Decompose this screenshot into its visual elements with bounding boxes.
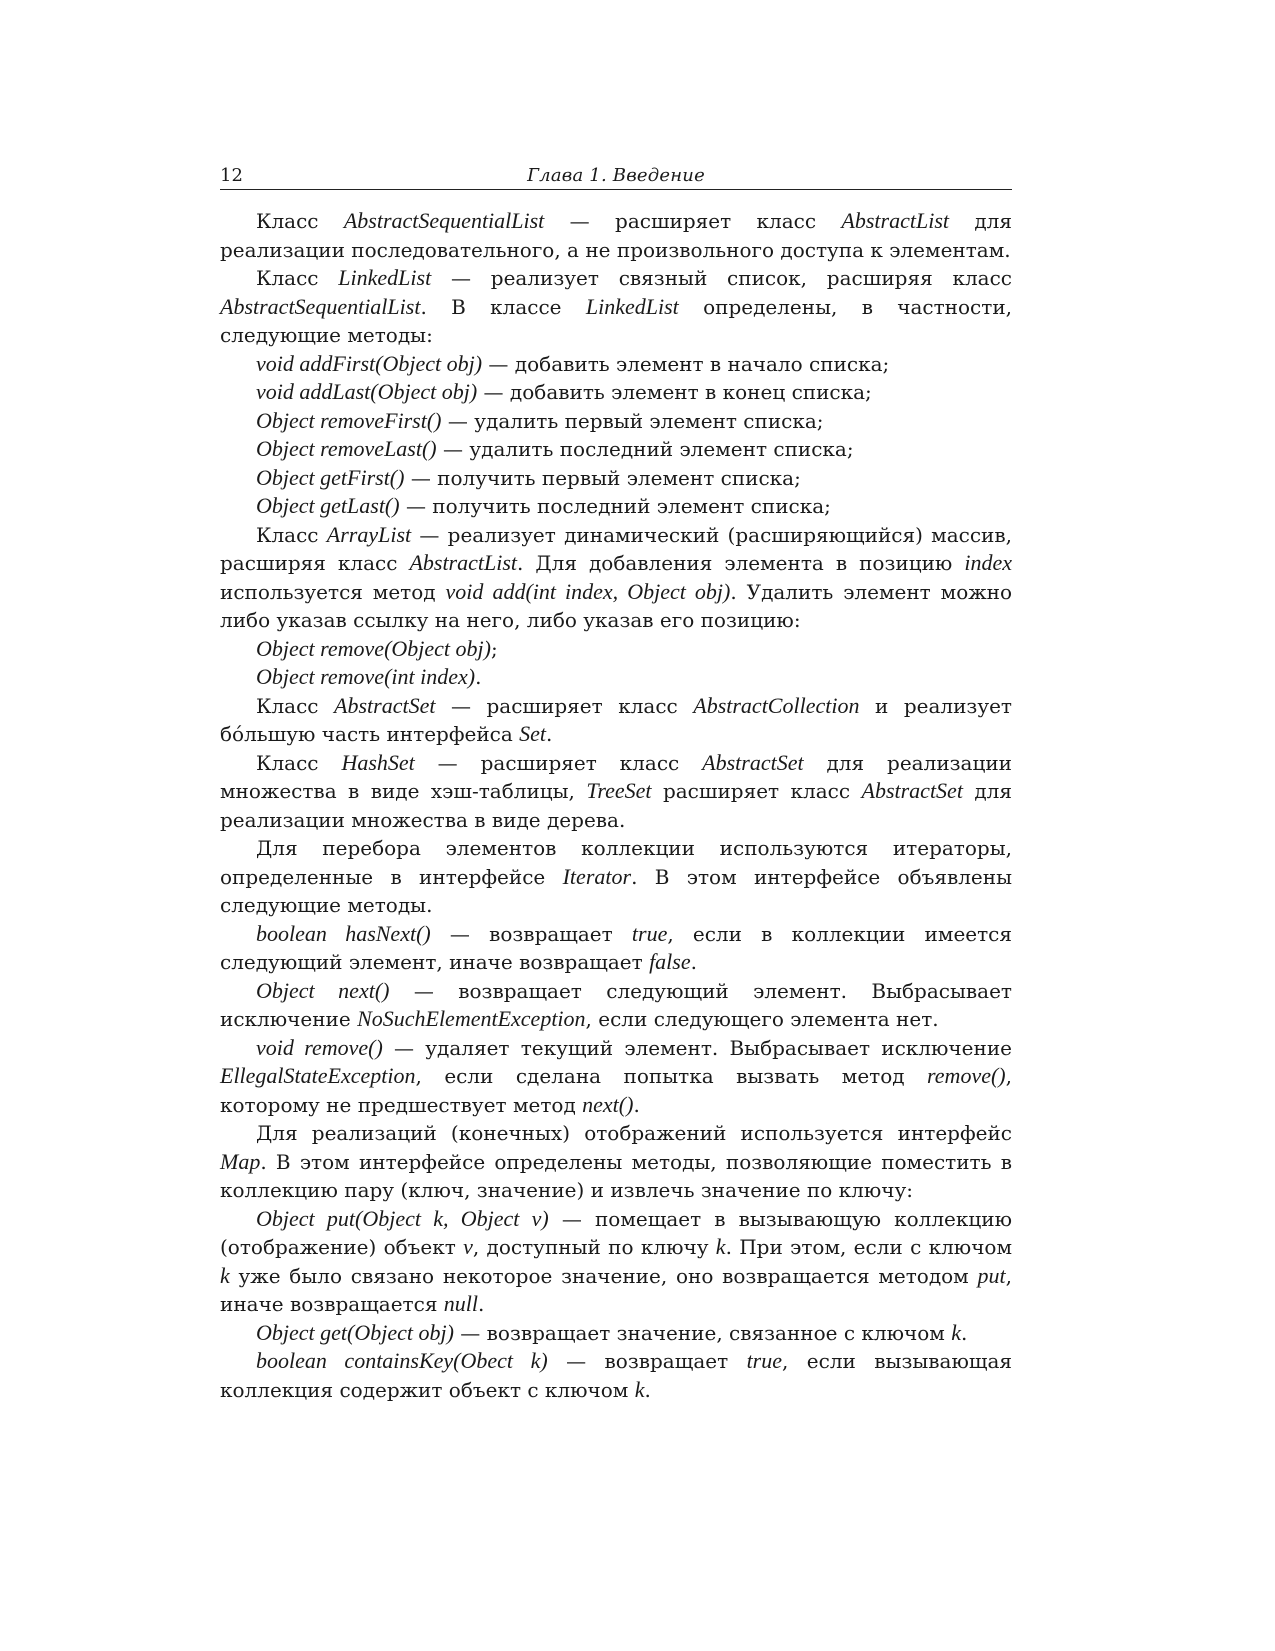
italic-term: boolean hasNext()	[256, 920, 431, 946]
italic-term: void remove()	[256, 1034, 383, 1060]
text-run: .	[546, 722, 553, 746]
italic-term: void addLast(Object obj)	[256, 379, 478, 404]
paragraph	[220, 407, 1012, 436]
paragraph	[220, 749, 1012, 835]
text-run: — удалить первый элемент списка;	[441, 408, 824, 433]
italic-term: Object removeFirst()	[256, 407, 442, 433]
text-run: — возвращает	[430, 921, 632, 946]
text-run: , иначе возвращается	[220, 1263, 1012, 1316]
paragraph	[220, 464, 1012, 493]
text-run: ;	[490, 636, 498, 661]
text-run: . В классе	[420, 294, 586, 319]
text-run: , если вызывающая коллекция содержит объект с ключом	[220, 1349, 1013, 1402]
italic-term: Object getLast()	[256, 493, 400, 518]
text-run: , которому не предшествует метод	[220, 1064, 1012, 1117]
text-run: Для перебора элементов коллекции используются итераторы, определенные в интерфейсе	[220, 836, 1012, 889]
paragraph	[220, 350, 1012, 379]
paragraph	[220, 663, 1012, 692]
paragraph	[220, 492, 1012, 521]
italic-term: Object next()	[256, 977, 390, 1003]
paragraph	[220, 920, 1012, 977]
italic-term: AbstractSet	[861, 778, 963, 803]
italic-term: AbstractList	[841, 208, 949, 233]
paragraph	[220, 1119, 1012, 1205]
italic-term: void add(int index, Object obj)	[445, 578, 731, 604]
paragraph	[220, 977, 1012, 1034]
text-run: — реализует динамический (расширяющийся) массив, расширяя класс	[220, 522, 1013, 575]
text-run: Класс	[256, 522, 327, 547]
body-text	[220, 207, 1012, 1404]
text-run: расширяет класс	[651, 779, 862, 803]
italic-term: AbstractList	[409, 550, 518, 575]
text-run: — получить последний элемент списка;	[399, 494, 831, 518]
text-run: . При этом, если с ключом	[725, 1235, 1013, 1259]
italic-term: EllegalStateException	[220, 1063, 416, 1088]
text-run: Класс	[256, 750, 342, 775]
text-run: — расширяет класс	[435, 693, 694, 718]
text-run: Для реализаций (конечных) отображений используется интерфейс	[256, 1121, 1012, 1145]
text-run: определены, в частности, следующие методы:	[220, 294, 1013, 347]
italic-term: AbstractSequentialList	[343, 208, 545, 233]
italic-term: remove()	[927, 1063, 1006, 1088]
italic-term: Iterator	[562, 863, 632, 889]
text-run: — удалить последний элемент списка;	[436, 437, 854, 461]
text-run: .	[478, 1292, 485, 1316]
italic-term: Object put(Object k, Object v)	[256, 1205, 549, 1231]
italic-term: Set	[519, 721, 547, 746]
text-run: . В этом интерфейсе объявлены следующие методы.	[220, 864, 1013, 917]
italic-term: Object getFirst()	[256, 464, 405, 490]
italic-term: k	[951, 1319, 961, 1345]
text-run: . В этом интерфейсе определены методы, позволяющие поместить в коллекцию пару (ключ, значение) и извлечь значение по ключу:	[220, 1149, 1012, 1202]
text-run: — удаляет текущий элемент. Выбрасывает исключение	[382, 1035, 1012, 1060]
text-run: — возвращает	[547, 1349, 747, 1373]
italic-term: false	[649, 949, 691, 974]
italic-term: next()	[582, 1091, 634, 1117]
paragraph	[220, 1034, 1012, 1120]
italic-term: true	[746, 1348, 783, 1373]
italic-term: boolean containsKey(Obect k)	[256, 1348, 548, 1373]
italic-term: Object get(Object obj)	[256, 1319, 454, 1345]
text-run: .	[960, 1320, 968, 1345]
italic-term: LinkedList	[338, 265, 432, 290]
text-run: для реализации последовательного, а не произвольного доступа к элементам.	[220, 209, 1012, 262]
text-run: .	[644, 1377, 651, 1402]
paragraph	[220, 521, 1012, 635]
text-run: — добавить элемент в начало списка;	[482, 351, 890, 376]
paragraph	[220, 264, 1012, 350]
text-run: , если в коллекции имеется следующий элемент, иначе возвращает	[220, 921, 1013, 974]
italic-term: NoSuchElementException	[357, 1006, 586, 1031]
paragraph	[220, 692, 1012, 749]
italic-term: HashSet	[341, 749, 415, 775]
italic-term: put	[977, 1262, 1006, 1288]
paragraph	[220, 635, 1012, 664]
text-run: уже было связано некоторое значение, оно возвращается методом	[229, 1263, 978, 1288]
text-run: .	[633, 1092, 640, 1117]
italic-term: AbstractSet	[702, 749, 804, 775]
italic-term: null	[443, 1291, 479, 1316]
text-run: , если сделана попытка вызвать метод	[415, 1064, 928, 1088]
text-run: для реализации множества в виде дерева.	[220, 779, 1012, 832]
italic-term: AbstractSequentialList	[220, 293, 421, 319]
text-run: . Для добавления элемента в позицию	[517, 551, 965, 575]
italic-term: LinkedList	[585, 293, 679, 319]
text-run: и реализует бóльшую часть интерфейса	[220, 693, 1012, 746]
italic-term: AbstractCollection	[693, 692, 860, 718]
text-run: используется метод	[220, 579, 446, 604]
paragraph	[220, 834, 1012, 920]
italic-term: k	[220, 1262, 230, 1288]
text-run: — получить первый элемент списка;	[404, 465, 801, 490]
italic-term: void addFirst(Object obj)	[256, 350, 483, 376]
italic-term: v	[463, 1234, 473, 1259]
italic-term: Object remove(int index)	[256, 664, 476, 689]
text-run: .	[690, 950, 697, 974]
text-run: — расширяет класс	[414, 750, 703, 775]
italic-term: Map	[220, 1148, 261, 1174]
italic-term: Object remove(Object obj)	[256, 635, 491, 661]
text-run: — добавить элемент в конец списка;	[477, 380, 872, 404]
italic-term: TreeSet	[586, 778, 652, 803]
paragraph	[220, 1319, 1012, 1348]
text-run: Класс	[256, 209, 344, 233]
text-run: .	[475, 665, 482, 689]
text-run: — расширяет класс	[544, 209, 842, 233]
page-number: 12	[220, 165, 243, 186]
text-run: — возвращает следующий элемент. Выбрасывает исключение	[220, 978, 1012, 1031]
italic-term: k	[634, 1376, 645, 1402]
running-header	[220, 165, 1012, 190]
text-run: Класс	[256, 693, 335, 718]
italic-term: true	[631, 920, 668, 946]
text-run: — помещает в вызывающую коллекцию (отображение) объект	[220, 1206, 1012, 1259]
text-run: — возвращает значение, связанное с ключом	[453, 1320, 952, 1345]
text-run: , если следующего элемента нет.	[585, 1007, 939, 1031]
italic-term: ArrayList	[326, 521, 412, 547]
paragraph	[220, 435, 1012, 464]
italic-term: index	[964, 550, 1012, 575]
text-run: — реализует связный список, расширяя класс	[431, 266, 1012, 290]
italic-term: Object removeLast()	[256, 436, 437, 461]
paragraph	[220, 1347, 1012, 1404]
running-title: Глава 1. Введение	[527, 165, 705, 186]
text-run: для реализации множества в виде хэш-таблицы,	[220, 750, 1012, 803]
paragraph	[220, 378, 1012, 407]
paragraph	[220, 207, 1012, 264]
italic-term: AbstractSet	[334, 692, 436, 718]
italic-term: k	[715, 1234, 726, 1259]
text-run: , доступный по ключу	[472, 1235, 716, 1259]
text-run: Класс	[256, 266, 339, 290]
text-run: . Удалить элемент можно либо указав ссылку на него, либо указав его позицию:	[220, 579, 1013, 632]
paragraph	[220, 1205, 1012, 1319]
